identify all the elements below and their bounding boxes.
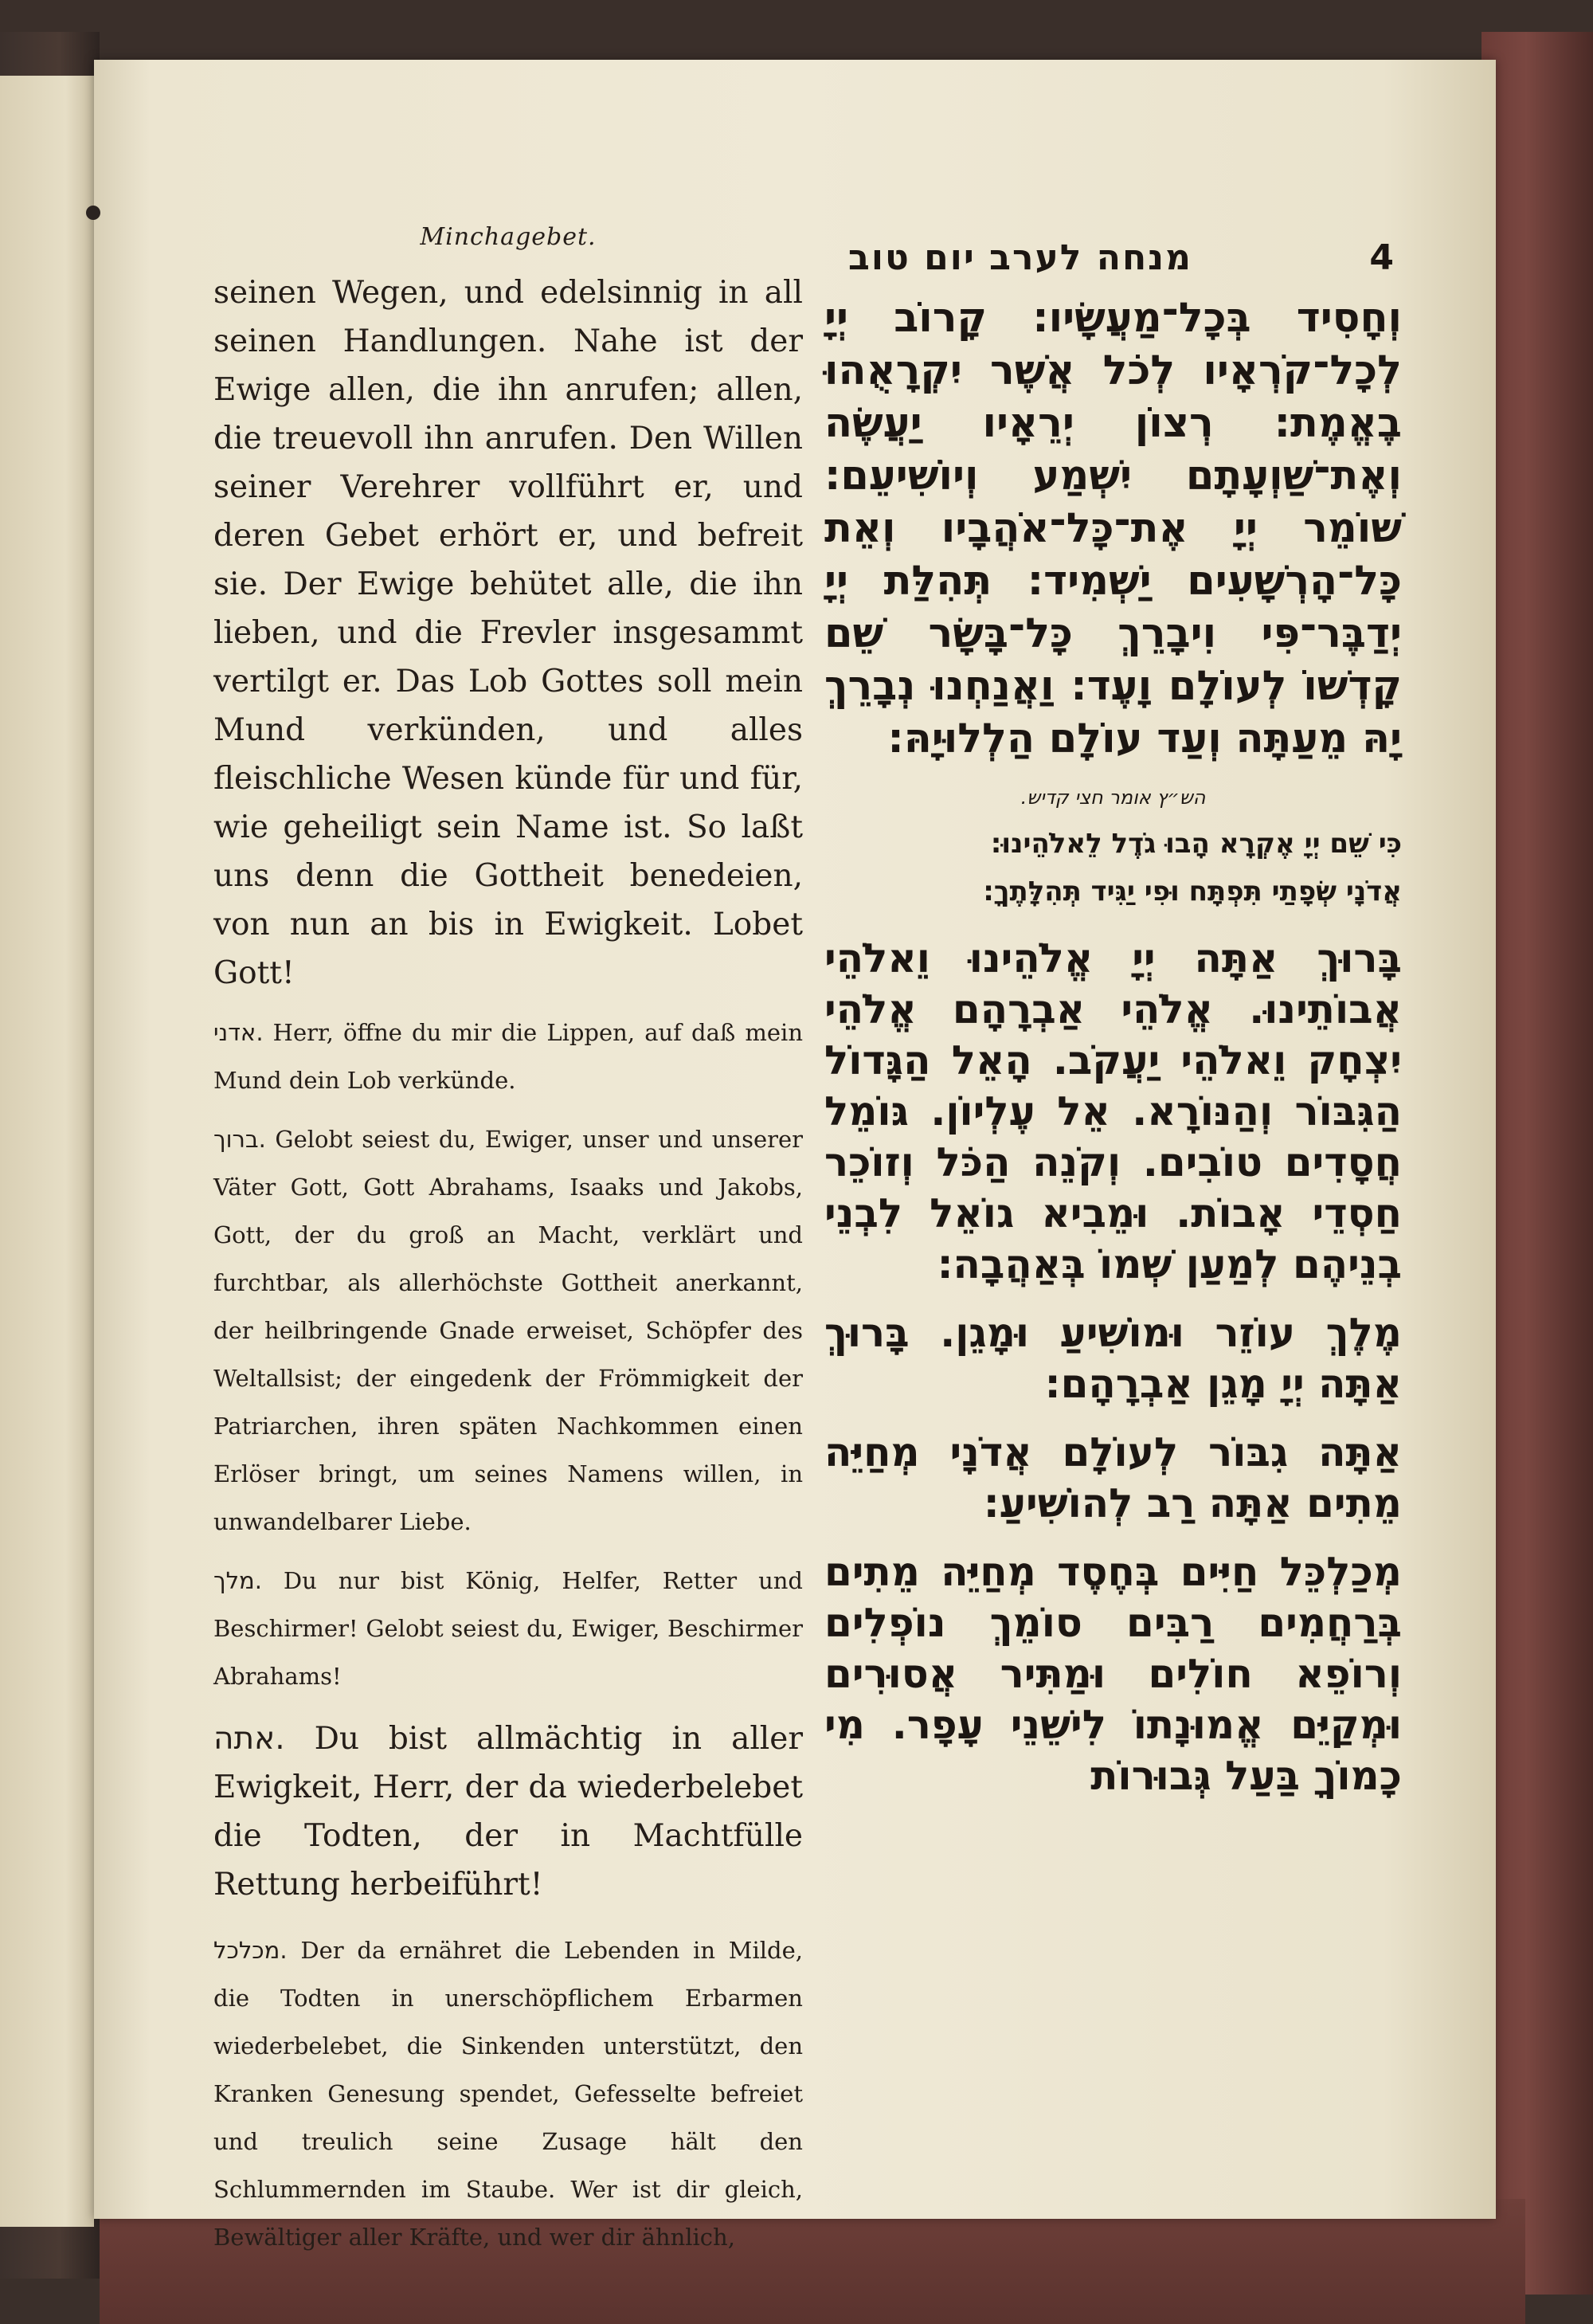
facing-page-edge — [0, 76, 94, 2227]
book-cover-right — [1481, 32, 1593, 2295]
hebrew-column — [824, 237, 1402, 1801]
hebrew-header-title: מנחה לערב יום טוב — [848, 237, 1192, 278]
paragraph-text: Du bist allmächtig in aller Ewigkeit, Herr, der da wiederbelebet die Todten, der in Machtfülle Rettung herbeiführt! — [213, 1721, 803, 1903]
hebrew-blessing-avot: בָּרוּךְ אַתָּה יְיָ אֱלֹהֵינוּ וֵאלֹהֵי אֲבוֹתֵינוּ. אֱלֹהֵי אַבְרָהָם אֱלֹהֵי יִצְחָק וֵאלֹהֵי יַעֲקֹב. הָאֵל הַגָּדוֹל הַגִּבּוֹר וְהַנּוֹרָא. אֵל עֶלְיוֹן. גּוֹמֵל חֲסָדִים טוֹבִים. וְקֹנֵה הַכֹּל וְזוֹכֵר חַסְדֵי אָבוֹת. וּמֵבִיא גוֹאֵל לִבְנֵי בְנֵיהֶם לְמַעַן שְׁמוֹ בְּאַהֲבָה: — [824, 935, 1402, 1287]
running-header-german: Minchagebet. — [420, 223, 597, 251]
german-intro-paragraph: seinen Wegen, und edelsinnig in all seinen Handlungen. Nahe ist der Ewige allen, die ihn anrufen; allen, die treuevoll ihn anrufen. Den Willen seiner Verehrer vollführt er, und deren Gebet erhört er, und befreit sie. Der Ewige behütet alle, die ihn lieben, und die Frevler insgesammt vertilgt er. Das Lob Gottes soll mein Mund verkünden, und alles fleischliche Wesen künde für und für, wie geheiligt sein Name ist. So laßt uns denn die Gottheit benedeien, von nun an bis in Ewigkeit. Lobet Gott! — [213, 275, 803, 991]
german-paragraph-adonai — [213, 1009, 803, 1104]
page-number: 4 — [1369, 237, 1394, 278]
hebrew-blessing-atah: אַתָּה גִבּוֹר לְעוֹלָם אֲדֹנָי מְחַיֵּה מֵתִים אַתָּה רַב לְהוֹשִׁיעַ: — [824, 1429, 1402, 1526]
paragraph-text: Du nur bist König, Helfer, Retter und Beschirmer! Gelobt seiest du, Ewiger, Beschirmer Abrahams! — [213, 1567, 803, 1690]
hebrew-lead-word: ברוך. — [213, 1126, 266, 1153]
hebrew-psalm-text: וְחָסִיד בְּכָל־מַעֲשָׂיו: קָרוֹב יְיָ לְכָל־קֹרְאָיו לְכֹל אֲשֶׁר יִקְרָאֻהוּ בֶאֱמֶת: רְצוֹן יְרֵאָיו יַעֲשֶׂה וְאֶת־שַׁוְעָתָם יִשְׁמַע וְיוֹשִׁיעֵם: שׁוֹמֵר יְיָ אֶת־כָּל־אֹהֲבָיו וְאֵת כָּל־הָרְשָׁעִים יַשְׁמִיד: תְּהִלַּת יְיָ יְדַבֶּר־פִּי וִיבָרֵךְ כָּל־בָּשָׂר שֵׁם קָדְשׁוֹ לְעוֹלָם וָעֶד: וַאֲנַחְנוּ נְבָרֵךְ יָהּ מֵעַתָּה וְעַד עוֹלָם הַלְלוּיָהּ: — [824, 295, 1402, 762]
german-paragraph-mechalkel — [213, 1926, 803, 2261]
hebrew-lead-word: מכלכל. — [213, 1937, 288, 1964]
hebrew-lead-word: מלך. — [213, 1567, 262, 1594]
german-paragraph-atah — [213, 1715, 803, 1909]
hebrew-lead-word: אתה. — [213, 1721, 285, 1757]
paragraph-text: Der da ernähret die Lebenden in Milde, die Todten in unerschöpflichem Erbarmen wiederbelebet, die Sinkenden unterstützt, den Kranken Genesung spendet, Gefesselte befreiet und treulich seine Zusage hält den Schlummernden im Staube. Wer ist dir gleich, Bewältiger aller Kräfte, und wer dir ähnlich, — [213, 1937, 803, 2251]
binding-thread — [86, 206, 100, 220]
paragraph-text: Gelobt seiest du, Ewiger, unser und unserer Väter Gott, Gott Abrahams, Isaaks und Jakobs, Gott, der du groß an Macht, verklärt und furchtbar, als allerhöchste Gottheit anerkannt, der heilbringende Gnade erweiset, Schöpfer des Weltallsist; der eingedenk der Frömmigkeit der Patriarchen, ihren späten Nachkommen einen Erlöser bringt, um seines Namens willen, in unwandelbarer Liebe. — [213, 1126, 803, 1535]
hebrew-rubric-note: הש״ץ אומר חצי קדיש. — [1020, 786, 1206, 809]
hebrew-lead-word: אדני. — [213, 1019, 264, 1046]
hebrew-blessing-melech: מֶלֶךְ עוֹזֵר וּמוֹשִׁיעַ וּמָגֵן. בָּרוּךְ אַתָּה יְיָ מָגֵן אַבְרָהָם: — [824, 1310, 1402, 1407]
running-header-hebrew — [824, 237, 1402, 278]
german-column — [213, 223, 803, 2261]
hebrew-verse-1: כִּי שֵׁם יְיָ אֶקְרָא הָבוּ גֹדֶל לֵאלֹהֵינוּ: — [990, 828, 1402, 860]
hebrew-blessing-mechalkel: מְכַלְכֵּל חַיִּים בְּחֶסֶד מְחַיֵּה מֵתִים בְּרַחֲמִים רַבִּים סוֹמֵךְ נוֹפְלִים וְרוֹפֵא חוֹלִים וּמַתִּיר אֲסוּרִים וּמְקַיֵּם אֱמוּנָתוֹ לִישֵׁנֵי עָפָר. מִי כָמוֹךָ בַּעַל גְּבוּרוֹת — [824, 1549, 1402, 1799]
hebrew-verse-2: אֲדֹנָי שְׂפָתַי תִּפְתָּח וּפִי יַגִּיד תְּהִלָּתֶךָ: — [983, 876, 1402, 907]
paragraph-text: Herr, öffne du mir die Lippen, auf daß mein Mund dein Lob verkünde. — [213, 1019, 803, 1094]
german-paragraph-melech — [213, 1557, 803, 1700]
german-paragraph-baruch — [213, 1115, 803, 1546]
